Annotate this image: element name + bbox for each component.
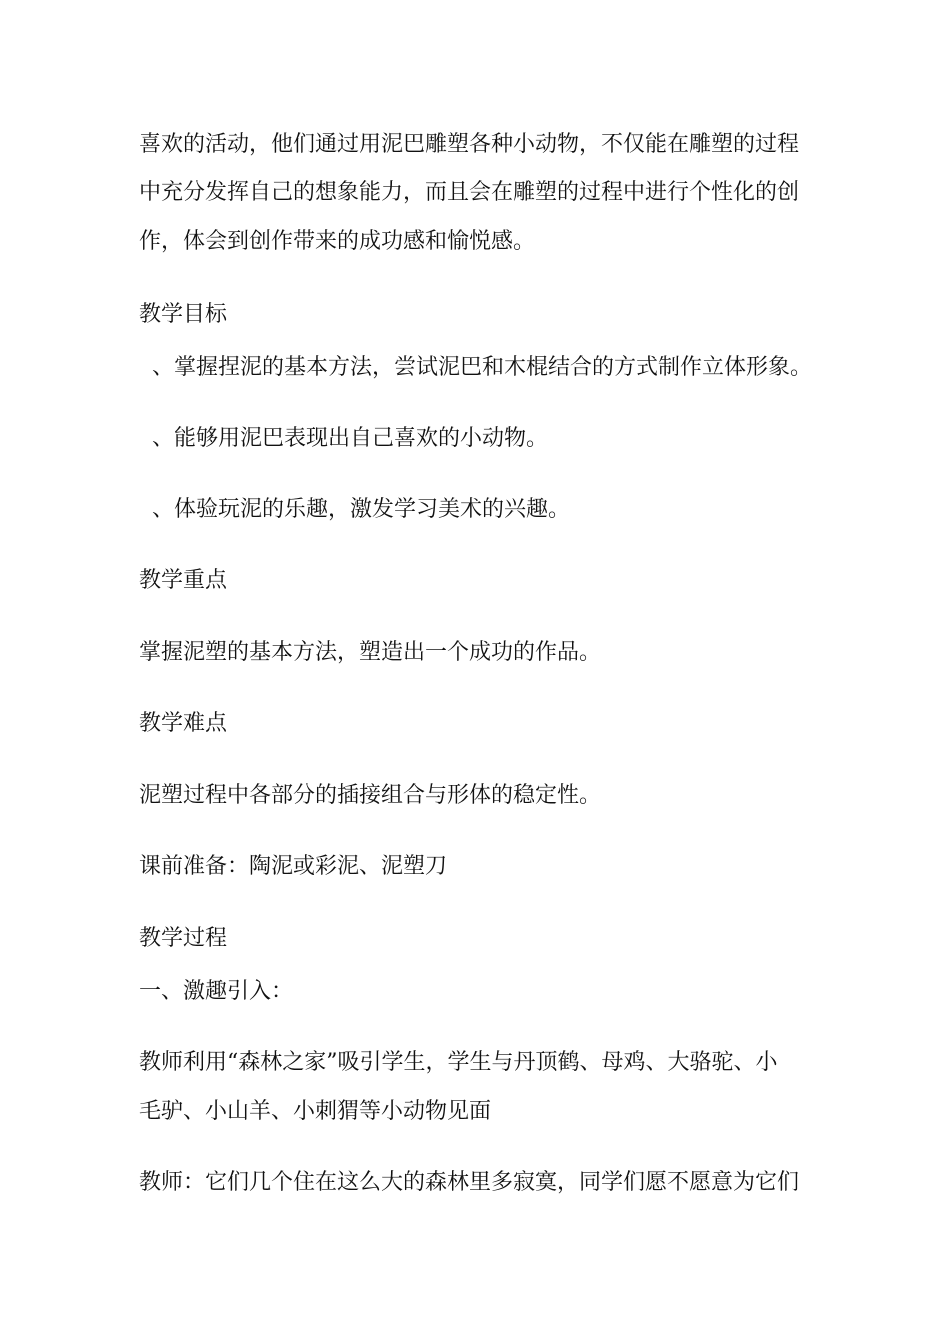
intro-line-1: 喜欢的活动，他们通过用泥巴雕塑各种小动物，不仅能在雕塑的过程 [139,132,800,157]
objective-item-1: 、掌握捏泥的基本方法，尝试泥巴和木棍结合的方式制作立体形象。 [152,355,813,380]
objectives-heading: 教学目标 [139,302,228,327]
intro-line-2: 中充分发挥自己的想象能力，而且会在雕塑的过程中进行个性化的创 [139,180,800,205]
objective-item-2: 、能够用泥巴表现出自己喜欢的小动物。 [152,426,549,451]
step-1-heading: 一、激趣引入： [139,979,294,1004]
objective-item-3: 、体验玩泥的乐趣，激发学习美术的兴趣。 [152,497,571,522]
process-paragraph-1-line-1: 教师利用“森林之家”吸引学生，学生与丹顶鹤、母鸡、大骆驼、小 [139,1050,778,1075]
preparation-text: 课前准备：陶泥或彩泥、泥塑刀 [139,854,448,879]
difficulty-heading: 教学难点 [139,711,228,736]
process-heading: 教学过程 [139,926,228,951]
process-paragraph-2-line-1: 教师：它们几个住在这么大的森林里多寂寞，同学们愿不愿意为它们 [139,1170,800,1195]
key-point-text: 掌握泥塑的基本方法，塑造出一个成功的作品。 [139,640,602,665]
difficulty-text: 泥塑过程中各部分的插接组合与形体的稳定性。 [139,783,602,808]
intro-line-3: 作，体会到创作带来的成功感和愉悦感。 [139,229,536,254]
key-point-heading: 教学重点 [139,568,228,593]
process-paragraph-1-line-2: 毛驴、小山羊、小刺猬等小动物见面 [139,1099,492,1124]
